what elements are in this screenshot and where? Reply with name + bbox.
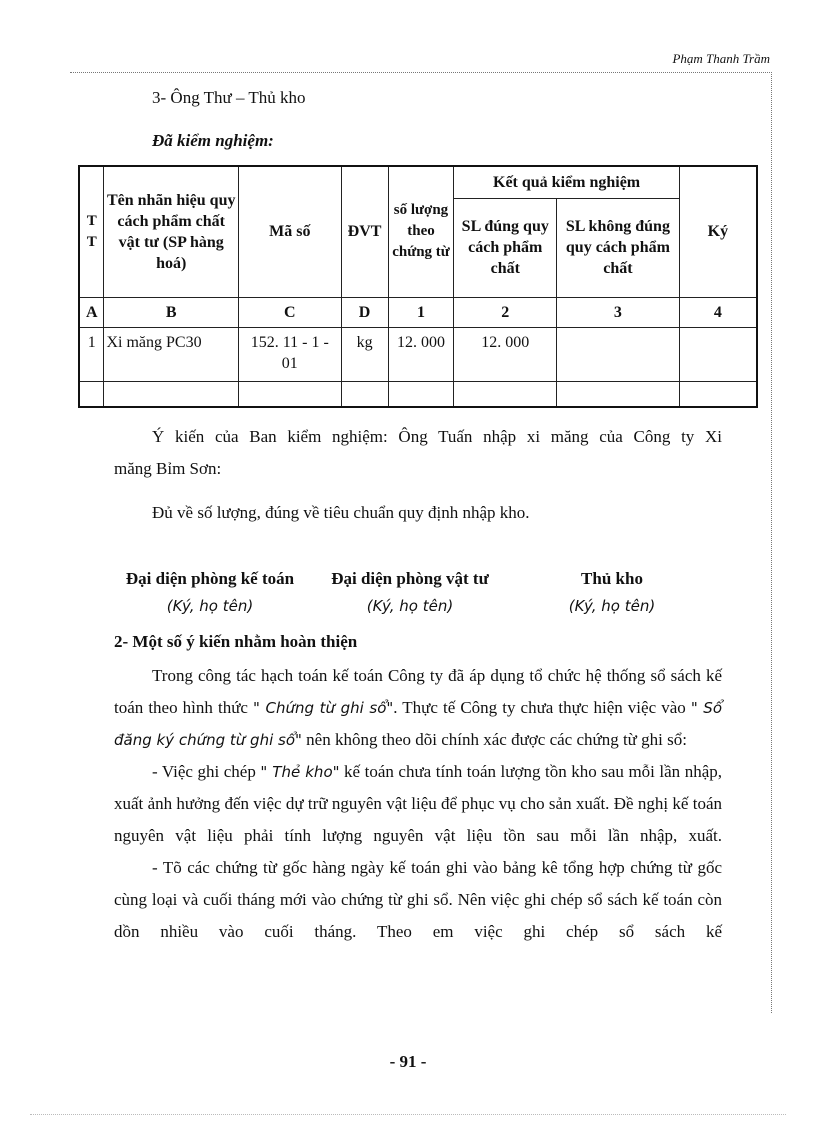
- header-result-group: Kết quả kiểm nghiệm: [454, 166, 679, 198]
- header-name: Tên nhãn hiệu quy cách phẩm chất vật tư (SP hàng hoá): [104, 166, 239, 297]
- cell-correct: 12. 000: [454, 327, 557, 381]
- index-row: [79, 297, 757, 327]
- p1-text-b: . Thực tế Công ty chưa thực hiện việc vào: [393, 698, 691, 717]
- cell-tt: [79, 381, 104, 407]
- index-cell: 3: [557, 297, 680, 327]
- cell-incorrect: [557, 381, 680, 407]
- cell-correct: [454, 381, 557, 407]
- index-cell: C: [238, 297, 341, 327]
- header-author: Phạm Thanh Trầm: [672, 51, 770, 66]
- opinion-block: [114, 421, 722, 529]
- opinion-line-1: Ý kiến của Ban kiểm nghiệm: Ông Tuấn nhập xi măng của Công ty Xi: [152, 427, 722, 446]
- cell-unit: [341, 381, 388, 407]
- header-tt: T T: [79, 166, 104, 297]
- p2-quote: " Thẻ kho": [260, 763, 340, 781]
- signature-storekeeper: [530, 569, 694, 615]
- cell-name: Xi măng PC30: [104, 327, 239, 381]
- cell-qty-doc: [388, 381, 454, 407]
- p2-text-a: - Việc ghi chép: [152, 762, 261, 781]
- p1-quote-2: " Sổ đăng ký chứng từ ghi sổ": [114, 699, 722, 749]
- signature-subtitle: (Ký, họ tên): [366, 597, 454, 615]
- signature-accounting: [110, 569, 310, 615]
- header-rule: [70, 72, 772, 73]
- cell-tt: 1: [79, 327, 104, 381]
- page-number: - 91 -: [389, 1052, 427, 1071]
- p1-text-a: Trong công tác hạch toán kế toán Công ty đã áp dụng tổ chức hệ thống sổ sách kế toán theo hình thức: [114, 666, 722, 717]
- cell-name: [104, 381, 239, 407]
- right-margin-rule: [771, 72, 772, 1013]
- index-cell: 2: [454, 297, 557, 327]
- index-cell: D: [341, 297, 388, 327]
- signature-subtitle: (Ký, họ tên): [568, 597, 656, 615]
- table-row: [79, 327, 757, 381]
- intro-line: 3- Ông Thư – Thủ kho: [152, 88, 306, 107]
- table-row: [79, 381, 757, 407]
- header-correct: SL đúng quy cách phẩm chất: [454, 198, 557, 297]
- p2-text-b: kế toán chưa tính toán lượng tồn kho sau mỗi lần nhập, xuất ảnh hưởng đến việc dự trữ nguyên vật liệu để phục vụ cho sản xuất. Đề nghị kế toán nguyên vật liệu phải tính lượng nguyên vật liệu tồn sau mỗi lần nhập, xuất.: [114, 762, 723, 845]
- cell-sign: [679, 381, 757, 407]
- header-code: Mã số: [238, 166, 341, 297]
- paragraph-2: [114, 756, 722, 852]
- opinion-line-2: măng Bỉm Sơn:: [114, 459, 222, 478]
- bottom-rule: [30, 1114, 786, 1115]
- header-qty-doc: số lượng theo chứng từ: [388, 166, 454, 297]
- cell-unit: kg: [341, 327, 388, 381]
- paragraph-1: [114, 660, 722, 756]
- signature-title: Đại diện phòng kế toán: [125, 569, 295, 588]
- opinion-line-3: Đủ về số lượng, đúng về tiêu chuẩn quy định nhập kho.: [152, 503, 530, 522]
- cell-qty-doc: 12. 000: [388, 327, 454, 381]
- signature-subtitle: (Ký, họ tên): [166, 597, 254, 615]
- signature-title: Thủ kho: [581, 569, 643, 588]
- header-unit: ĐVT: [341, 166, 388, 297]
- signature-title: Đại diện phòng vật tư: [331, 569, 489, 588]
- cell-code: 152. 11 - 1 - 01: [238, 327, 341, 381]
- index-cell: 4: [679, 297, 757, 327]
- index-cell: B: [104, 297, 239, 327]
- index-cell: A: [79, 297, 104, 327]
- index-cell: 1: [388, 297, 454, 327]
- paragraph-3: - Tõ các chứng từ gốc hàng ngày kế toán ghi vào bảng kê tổng hợp chứng từ gốc cùng loại và cuối tháng mới vào chứng từ ghi sổ. Nên việc ghi chép sổ sách kế toán còn dồn nhiều vào cuối tháng. Theo em việc ghi chép sổ sách kế: [114, 858, 722, 941]
- body-text: [114, 660, 722, 948]
- cell-code: [238, 381, 341, 407]
- p1-text-c: nên không theo dõi chính xác được các chứng từ ghi sổ:: [301, 730, 687, 749]
- inspection-table: [78, 165, 758, 408]
- cell-sign: [679, 327, 757, 381]
- signature-materials: [312, 569, 508, 615]
- cell-incorrect: [557, 327, 680, 381]
- p1-quote-1: " Chứng từ ghi sổ": [253, 699, 394, 717]
- section-heading: Đã kiểm nghiệm:: [152, 131, 274, 150]
- header-sign: Ký: [679, 166, 757, 297]
- header-incorrect: SL không đúng quy cách phẩm chất: [557, 198, 680, 297]
- section2-heading: 2- Một số ý kiến nhằm hoàn thiện: [114, 632, 358, 651]
